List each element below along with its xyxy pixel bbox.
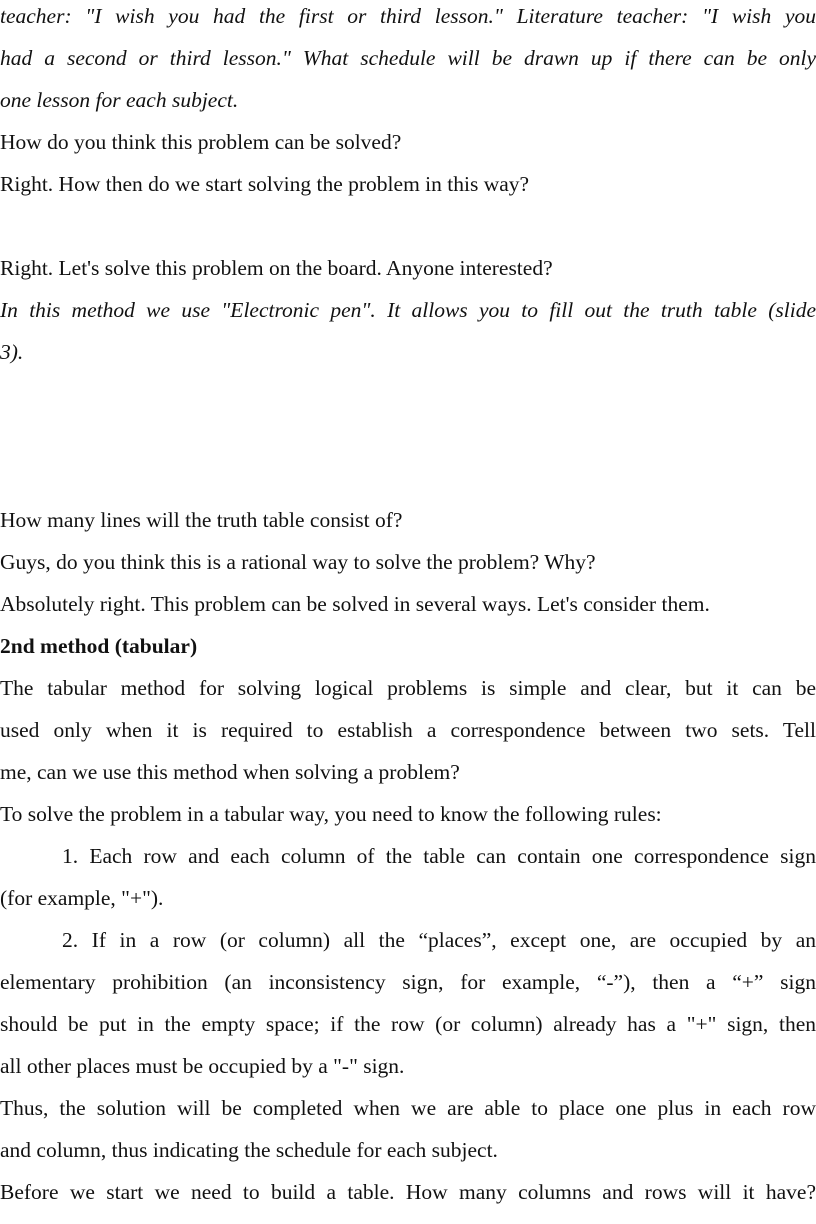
rule-2-line-3: should be put in the empty space; if the row (or column) already has a "+" sign, then bbox=[0, 1012, 816, 1036]
text-line-7: In this method we use "Electronic pen". It allows you to fill out the truth table (slide bbox=[0, 298, 816, 322]
text-line-3: one lesson for each subject. bbox=[0, 88, 239, 112]
text-line-5: Right. How then do we start solving the problem in this way? bbox=[0, 172, 530, 196]
section-heading: 2nd method (tabular) bbox=[0, 634, 198, 658]
text-line-24: and column, thus indicating the schedule for each subject. bbox=[0, 1138, 498, 1162]
text-line-13: The tabular method for solving logical problems is simple and clear, but it can be bbox=[0, 676, 816, 700]
text-line-16: To solve the problem in a tabular way, you need to know the following rules: bbox=[0, 802, 662, 826]
text-line-1: teacher: "I wish you had the first or third lesson." Literature teacher: "I wish you bbox=[0, 4, 816, 28]
text-line-25: Before we start we need to build a table. How many columns and rows will it have? bbox=[0, 1180, 816, 1204]
rule-2-line-4: all other places must be occupied by a "-" sign. bbox=[0, 1054, 405, 1078]
rule-1-line-1: 1. Each row and each column of the table can contain one correspondence sign bbox=[62, 844, 816, 868]
rule-2-line-2: elementary prohibition (an inconsistency sign, for example, “-”), then a “+” sign bbox=[0, 970, 816, 994]
text-line-9: How many lines will the truth table consist of? bbox=[0, 508, 403, 532]
text-line-6: Right. Let's solve this problem on the board. Anyone interested? bbox=[0, 256, 553, 280]
text-line-2: had a second or third lesson." What schedule will be drawn up if there can be only bbox=[0, 46, 816, 70]
text-line-8: 3). bbox=[0, 340, 24, 364]
text-line-10: Guys, do you think this is a rational way to solve the problem? Why? bbox=[0, 550, 596, 574]
text-line-15: me, can we use this method when solving a problem? bbox=[0, 760, 460, 784]
rule-2-line-1: 2. If in a row (or column) all the “places”, except one, are occupied by an bbox=[62, 928, 816, 952]
text-line-4: How do you think this problem can be solved? bbox=[0, 130, 402, 154]
text-line-23: Thus, the solution will be completed when we are able to place one plus in each row bbox=[0, 1096, 816, 1120]
text-line-14: used only when it is required to establish a correspondence between two sets. Tell bbox=[0, 718, 816, 742]
text-line-11: Absolutely right. This problem can be solved in several ways. Let's consider them. bbox=[0, 592, 710, 616]
rule-1-line-2: (for example, "+"). bbox=[0, 886, 164, 910]
